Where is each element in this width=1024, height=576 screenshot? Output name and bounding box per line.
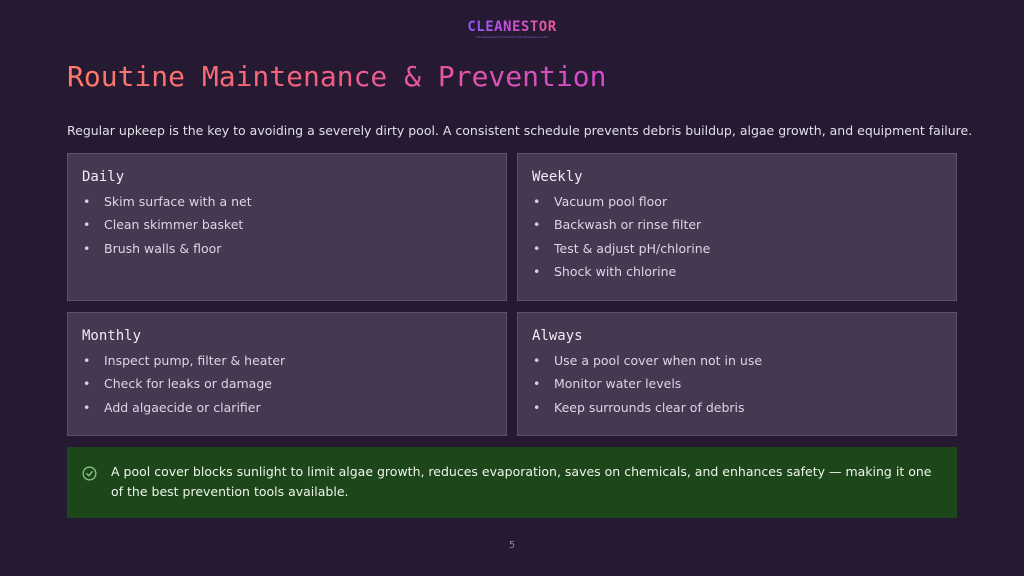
bullet-icon: • xyxy=(83,399,91,415)
task-list xyxy=(82,353,492,415)
list-item xyxy=(532,353,942,368)
tip-callout xyxy=(67,447,957,518)
bullet-icon: • xyxy=(83,217,91,233)
list-item-text: Add algaecide or clarifier xyxy=(104,399,261,415)
brand-tagline: The Cleaning Service Directory & Pool Maintenance Guide xyxy=(475,36,549,39)
bullet-icon: • xyxy=(83,376,91,392)
list-item-text: Brush walls & floor xyxy=(104,240,222,256)
callout-text: A pool cover blocks sunlight to limit algae growth, reduces evaporation, saves on chemicals, and enhances safety — making it one of the best prevention tools available. xyxy=(111,464,932,499)
list-item xyxy=(82,353,492,368)
check-circle-icon xyxy=(82,466,97,485)
list-item xyxy=(82,376,492,391)
card-monthly xyxy=(67,312,507,436)
task-list xyxy=(82,194,492,256)
list-item-text: Monitor water levels xyxy=(554,376,682,392)
card-daily xyxy=(67,153,507,301)
bullet-icon: • xyxy=(83,240,91,256)
list-item-text: Backwash or rinse filter xyxy=(554,217,702,233)
list-item xyxy=(82,400,492,415)
list-item xyxy=(82,194,492,209)
list-item-text: Inspect pump, filter & heater xyxy=(104,353,286,368)
brand-logo xyxy=(0,16,1024,39)
list-item xyxy=(532,241,942,256)
bullet-icon: • xyxy=(533,263,541,279)
list-item-text: Skim surface with a net xyxy=(104,194,252,209)
bullet-icon: • xyxy=(533,194,541,209)
list-item-text: Test & adjust pH/chlorine xyxy=(554,240,711,256)
task-list xyxy=(532,194,942,279)
card-always xyxy=(517,312,957,436)
card-title: Always xyxy=(532,328,583,344)
bullet-icon: • xyxy=(533,376,541,392)
list-item-text: Check for leaks or damage xyxy=(104,376,272,392)
list-item xyxy=(532,264,942,279)
list-item xyxy=(532,376,942,391)
page-number: 5 xyxy=(508,540,516,551)
list-item xyxy=(532,217,942,232)
brand-name: CLEANESTOR xyxy=(467,19,557,35)
list-item-text: Shock with chlorine xyxy=(554,263,677,279)
list-item xyxy=(82,241,492,256)
list-item-text: Vacuum pool floor xyxy=(554,194,668,209)
bullet-icon: • xyxy=(533,217,541,233)
page-title: Routine Maintenance & Prevention xyxy=(67,60,607,93)
intro-text: Regular upkeep is the key to avoiding a severely dirty pool. A consistent schedule prevents debris buildup, algae growth, and equipment failure. xyxy=(67,123,973,138)
bullet-icon: • xyxy=(533,240,541,256)
list-item xyxy=(532,400,942,415)
bullet-icon: • xyxy=(83,353,91,368)
list-item-text: Clean skimmer basket xyxy=(104,217,244,233)
bullet-icon: • xyxy=(533,399,541,415)
card-title: Monthly xyxy=(82,328,142,344)
list-item-text: Use a pool cover when not in use xyxy=(554,353,763,368)
list-item xyxy=(82,217,492,232)
bullet-icon: • xyxy=(83,194,91,209)
card-weekly xyxy=(517,153,957,301)
list-item-text: Keep surrounds clear of debris xyxy=(554,399,745,415)
list-item xyxy=(532,194,942,209)
bullet-icon: • xyxy=(533,353,541,368)
card-title: Weekly xyxy=(532,169,583,185)
card-title: Daily xyxy=(82,169,125,185)
task-list xyxy=(532,353,942,415)
